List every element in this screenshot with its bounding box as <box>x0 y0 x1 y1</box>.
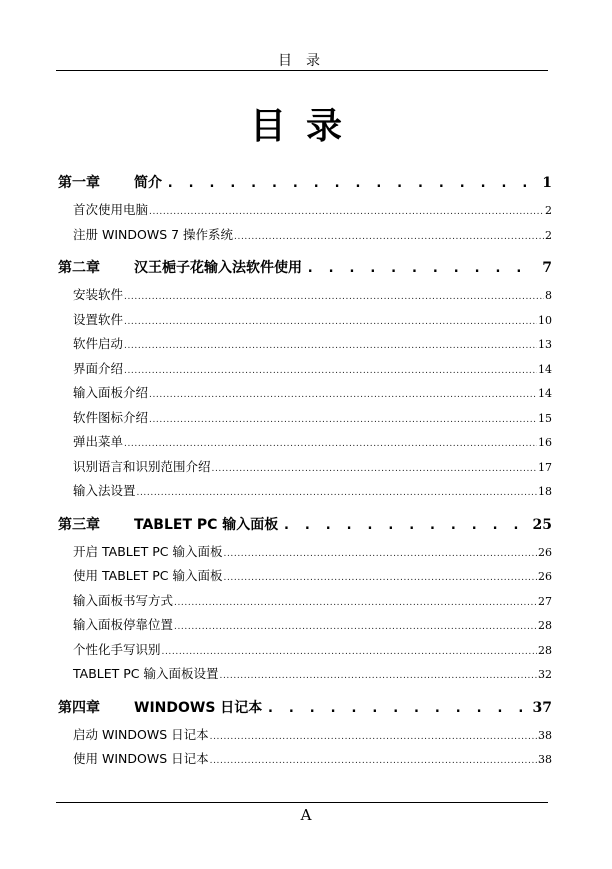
entry-title: 输入面板停靠位置 <box>73 617 174 632</box>
chapter-number: 第一章 <box>58 175 100 191</box>
entry-title: 输入面板介绍 <box>73 385 149 400</box>
entry-page-number: 17 <box>538 460 552 474</box>
toc-entry[interactable] <box>58 638 552 663</box>
toc-chapter-3[interactable] <box>58 510 552 540</box>
toc-entry[interactable] <box>58 308 552 333</box>
entry-title: 输入法设置 <box>73 483 136 498</box>
entry-title: 软件图标介绍 <box>73 409 149 425</box>
dot-leader <box>174 591 537 616</box>
toc-entry[interactable] <box>58 540 552 565</box>
toc-entry[interactable] <box>58 613 552 638</box>
toc-entry[interactable] <box>58 357 552 382</box>
entry-page-number: 8 <box>545 289 552 302</box>
toc-entry[interactable] <box>58 479 552 504</box>
chapter-page-number: 1 <box>542 175 552 191</box>
entry-page-number: 26 <box>538 570 552 583</box>
toc-entry[interactable] <box>58 198 552 223</box>
dot-leader <box>137 481 537 506</box>
entry-title: 弹出菜单 <box>73 434 124 449</box>
entry-page-number: 10 <box>538 313 552 327</box>
toc-entry[interactable] <box>58 747 552 772</box>
entry-title: 使用 TABLET PC 输入面板 <box>73 568 223 583</box>
dot-leader <box>124 432 537 457</box>
entry-title: 识别语言和识别范围介绍 <box>73 458 211 474</box>
dot-leader <box>174 615 537 640</box>
dot-leader <box>210 749 537 774</box>
dot-leader <box>223 566 537 591</box>
dot-leader <box>124 359 537 384</box>
toc-entry[interactable] <box>58 406 552 431</box>
entry-page-number: 13 <box>538 338 552 351</box>
toc-entry[interactable] <box>58 589 552 614</box>
entry-page-number: 18 <box>538 485 552 498</box>
table-of-contents <box>58 168 552 772</box>
dot-leader <box>234 225 544 250</box>
dot-leader <box>124 285 544 310</box>
entry-title: 安装软件 <box>73 287 124 302</box>
chapter-title: TABLET PC 输入面板 <box>134 516 279 533</box>
entry-title: 输入面板书写方式 <box>73 592 174 608</box>
entry-title: 使用 WINDOWS 日记本 <box>73 751 209 766</box>
entry-page-number: 38 <box>538 753 552 766</box>
dot-leader <box>266 693 526 723</box>
entry-page-number: 15 <box>538 411 552 425</box>
chapter-page-number: 25 <box>532 516 552 533</box>
toc-chapter-4[interactable] <box>58 693 552 723</box>
toc-entry[interactable] <box>58 564 552 589</box>
entry-page-number: 32 <box>538 668 552 681</box>
page-title: 目录 <box>249 106 362 147</box>
dot-leader <box>223 542 537 567</box>
dot-leader <box>149 383 537 408</box>
toc-entry[interactable] <box>58 662 552 687</box>
entry-title: 开启 TABLET PC 输入面板 <box>73 543 223 559</box>
dot-leader <box>166 168 536 198</box>
entry-title: 软件启动 <box>73 336 124 351</box>
dot-leader <box>149 200 544 225</box>
chapter-number: 第四章 <box>58 699 100 716</box>
entry-page-number: 27 <box>538 594 552 608</box>
chapter-number: 第二章 <box>58 260 100 276</box>
dot-leader <box>220 664 537 689</box>
chapter-number: 第三章 <box>58 516 100 533</box>
dot-leader <box>124 310 537 335</box>
toc-entry[interactable] <box>58 430 552 455</box>
toc-chapter-2[interactable] <box>58 253 552 283</box>
toc-entry[interactable] <box>58 381 552 406</box>
chapter-title: 汉王梔子花输入法软件使用 <box>134 260 302 276</box>
dot-leader <box>212 457 537 482</box>
dot-leader <box>306 253 536 283</box>
toc-entry[interactable] <box>58 223 552 248</box>
entry-page-number: 28 <box>538 619 552 632</box>
header-rule <box>56 70 548 71</box>
dot-leader <box>282 510 526 540</box>
entry-title: 设置软件 <box>73 311 124 327</box>
entry-title: 个性化手写识别 <box>73 641 161 657</box>
chapter-page-number: 7 <box>542 260 552 276</box>
chapter-title: 简介 <box>134 175 162 191</box>
running-header: 目录 <box>278 53 334 69</box>
dot-leader <box>124 334 537 359</box>
toc-entry[interactable] <box>58 283 552 308</box>
toc-entry[interactable] <box>58 455 552 480</box>
entry-page-number: 38 <box>538 728 552 742</box>
entry-title: 首次使用电脑 <box>73 202 149 217</box>
toc-entry[interactable] <box>58 332 552 357</box>
entry-title: 启动 WINDOWS 日记本 <box>73 726 209 742</box>
dot-leader <box>149 408 537 433</box>
toc-entry[interactable] <box>58 723 552 748</box>
entry-page-number: 14 <box>538 387 552 400</box>
chapter-page-number: 37 <box>532 699 552 716</box>
entry-page-number: 2 <box>545 228 552 242</box>
entry-title: TABLET PC 输入面板设置 <box>73 666 219 681</box>
page-label: A <box>300 806 312 824</box>
dot-leader <box>210 725 537 750</box>
entry-page-number: 28 <box>538 643 552 657</box>
entry-title: 注册 WINDOWS 7 操作系统 <box>73 226 234 242</box>
dot-leader <box>162 640 537 665</box>
chapter-title: WINDOWS 日记本 <box>134 699 263 716</box>
entry-page-number: 16 <box>538 436 552 449</box>
entry-page-number: 14 <box>538 362 552 376</box>
toc-chapter-1[interactable] <box>58 168 552 198</box>
entry-page-number: 26 <box>538 545 552 559</box>
entry-title: 界面介绍 <box>73 360 124 376</box>
footer-rule <box>56 802 548 803</box>
entry-page-number: 2 <box>545 204 552 217</box>
